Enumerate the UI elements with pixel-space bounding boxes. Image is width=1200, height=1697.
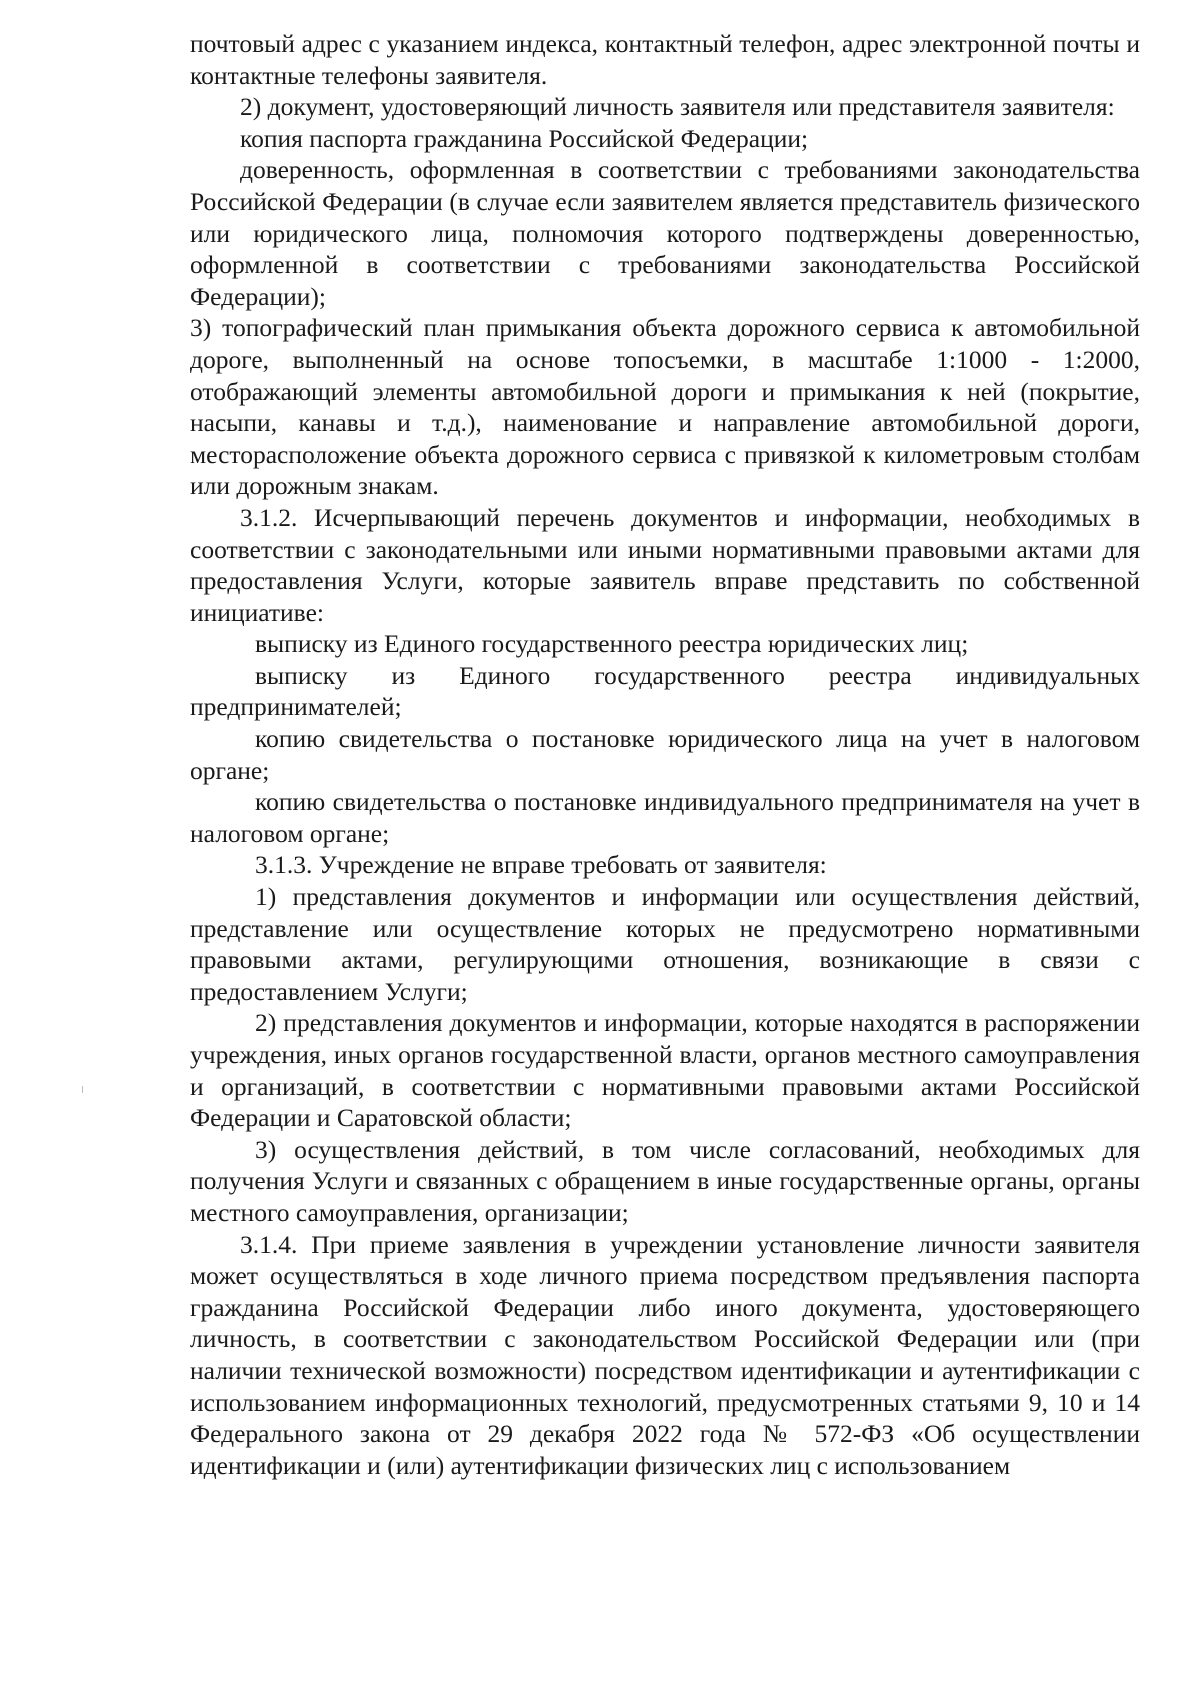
paragraph-passport-copy: копия паспорта гражданина Российской Федерации; — [240, 123, 809, 153]
paragraph-section-3-1-2: 3.1.2. Исчерпывающий перечень документов и информации, необходимых в соответствии с законодательными или иными нормативными правовыми актами для предоставления Услуги, которые заявитель вправе представить по собственной инициативе: — [190, 502, 1140, 627]
paragraph-section-3-1-4: 3.1.4. При приеме заявления в учреждении установление личности заявителя может осуществляться в ходе личного приема посредством предъявления паспорта гражданина Российской Федерации либо иного документа, удостоверяющего личность, в соответствии с законодательством Российской Федерации или (при наличии технической возможности) посредством идентификации и аутентификации с использованием информационных технологий, предусмотренных статьями 9, 10 и 14 Федерального закона от 29 декабря 2022 года № 572-ФЗ «Об осуществлении идентификации и (или) аутентификации физических лиц с использованием — [190, 1229, 1140, 1480]
paragraph-identity-document: 2) документ, удостоверяющий личность заявителя или представителя заявителя: — [240, 92, 1115, 122]
paragraph-egrip-extract: выписку из Единого государственного реестра индивидуальных предпринимателей; — [190, 660, 1140, 722]
document-body — [190, 28, 1140, 1481]
paragraph-item-3-actions: 3) осуществления действий, в том числе согласований, необходимых для получения Услуги и связанных с обращением в иные государственные органы, органы местного самоуправления, организации; — [190, 1134, 1140, 1227]
paragraph-item-1-documents: 1) представления документов и информации или осуществления действий, представление или осуществление которых не предусмотрено нормативными правовыми актами, регулирующими отношения, возникающие в связи с предоставлением Услуги; — [190, 882, 1140, 1006]
paragraph-contact-info: почтовый адрес с указанием индекса, контактный телефон, адрес электронной почты и контактные телефоны заявителя. — [190, 29, 1140, 90]
scan-speck — [82, 1086, 83, 1093]
paragraph-entrepreneur-certificate: копию свидетельства о постановке индивидуального предпринимателя на учет в налоговом органе; — [190, 787, 1140, 848]
paragraph-power-of-attorney: доверенность, оформленная в соответствии с требованиями законодательства Российской Федерации (в случае если заявителем является представитель физического или юридического лица, полномочия которого подтверждены доверенностью, оформленной в соответствии с требованиями законодательства Российской Федерации); — [190, 155, 1140, 311]
paragraph-item-2-documents: 2) представления документов и информации, которые находятся в распоряжении учреждения, иных органов государственной власти, органов местного самоуправления и организаций, в соответствии с нормативными правовыми актами Российской Федерации и Саратовской области; — [190, 1008, 1140, 1133]
paragraph-section-3-1-3: 3.1.3. Учреждение не вправе требовать от заявителя: — [255, 850, 827, 880]
paragraph-topographic-plan: 3) топографический план примыкания объекта дорожного сервиса к автомобильной дороге, выполненный на основе топосъемки, в масштабе 1:1000 - 1:2000, отображающий элементы автомобильной дороги и примыкания к ней (покрытие, насыпи, канавы и т.д.), наименование и направление автомобильной дороги, месторасположение объекта дорожного сервиса с привязкой к километровым столбам или дорожным знакам. — [190, 313, 1140, 501]
paragraph-legal-entity-certificate: копию свидетельства о постановке юридического лица на учет в налоговом органе; — [190, 724, 1140, 785]
paragraph-egrul-extract: выписку из Единого государственного реестра юридических лиц; — [255, 629, 969, 659]
